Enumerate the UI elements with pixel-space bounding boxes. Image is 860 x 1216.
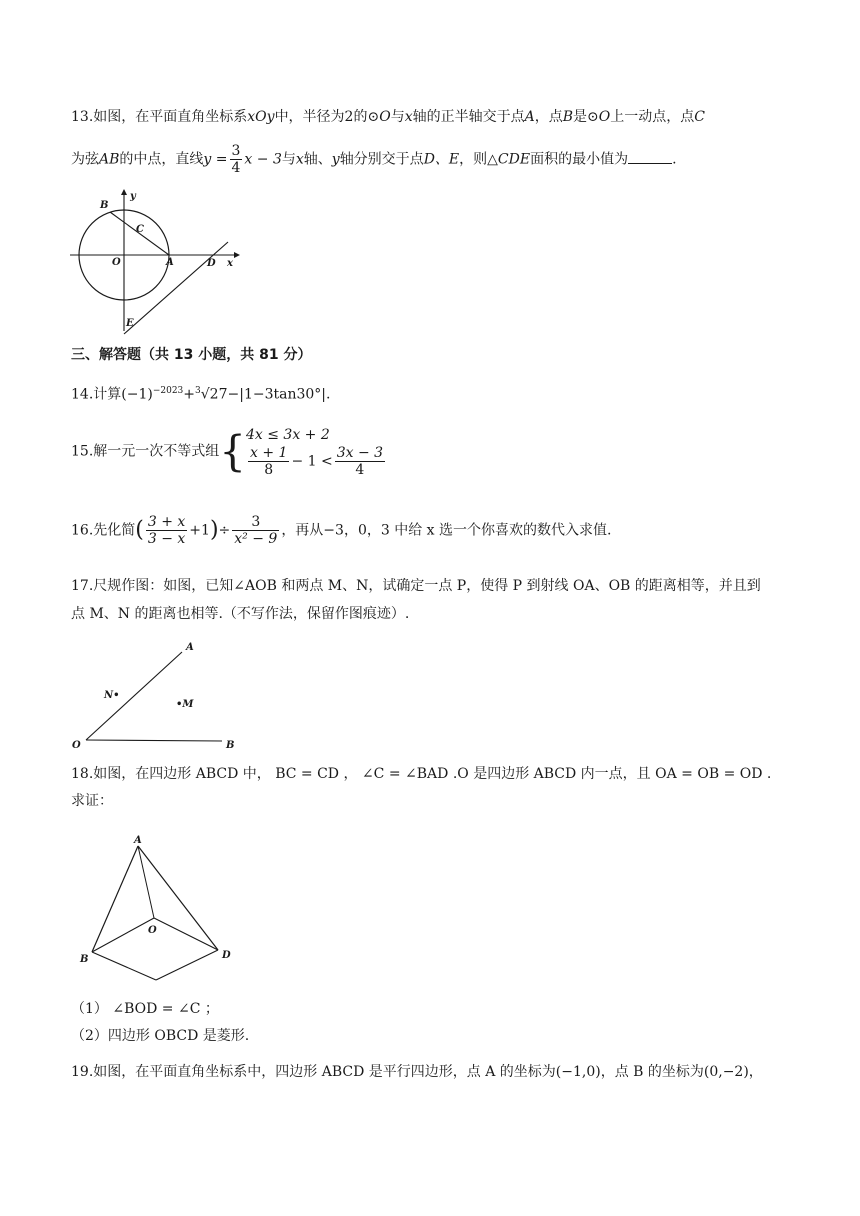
q18-line2: 求证： bbox=[71, 793, 113, 809]
label-x: x bbox=[227, 258, 233, 269]
figure-13-circle-diagram bbox=[70, 188, 250, 338]
ray-oa bbox=[86, 652, 182, 740]
q18-line1: 18.如图，在四边形 ABCD 中， BC = CD ， ∠C = ∠BAD .O 是四边形 ABCD 内一点，且 OA = OB = OD . bbox=[71, 766, 772, 782]
side-bc bbox=[92, 952, 156, 980]
ray-ob bbox=[86, 740, 222, 741]
label-d: D bbox=[222, 950, 231, 961]
label-a: A bbox=[134, 835, 142, 846]
q15: 15.解一元一次不等式组{ 4x ≤ 3x + 2 $\frac{x + 1}{8}$ − 1 < $\frac{3x - 3}{4}$ bbox=[71, 426, 384, 478]
q13-line2: 为弦AB的中点，直线y = $\frac{3}{4}$ x − 3与x轴、y轴分别交于点D、E，则△CDE面积的最小值为 . bbox=[71, 143, 677, 176]
section-heading: 三、解答题（共 13 小题，共 81 分） bbox=[71, 347, 312, 363]
q13-line1: 13.如图，在平面直角坐标系xOy中，半径为2的⊙O与x轴的正半轴交于点A，点B是⊙O上一动点，点C bbox=[71, 109, 705, 125]
label-o: O bbox=[148, 925, 157, 936]
q17-line2: 点 M、N 的距离也相等.（不写作法，保留作图痕迹）. bbox=[71, 606, 410, 622]
x-axis-arrow-icon bbox=[234, 252, 240, 258]
label-y: y bbox=[130, 191, 136, 202]
side-cd bbox=[156, 950, 218, 980]
q16: 16.先化简( $\frac{3 + x}{3 - x}$ +1)÷ $\frac{3}{\text{x² − 9}}$ ，再从−3，0，3 中给 x 选一个你喜欢的数代入求值. bbox=[71, 514, 612, 547]
segment-od bbox=[154, 918, 218, 950]
q17-line1: 17.尺规作图：如图，已知∠AOB 和两点 M、N，试确定一点 P，使得 P 到射线 OA、OB 的距离相等，并且到 bbox=[71, 578, 761, 594]
label-o: O bbox=[72, 740, 81, 751]
label-o: O bbox=[112, 257, 121, 268]
label-b: B bbox=[80, 954, 89, 965]
label-a: A bbox=[166, 257, 174, 268]
q14: 14.计算$(-1)^{-2023}+^3√27-|1-3\tan 30^\circ|$. bbox=[71, 386, 331, 403]
brace-icon: { bbox=[219, 426, 246, 476]
y-axis-arrow-icon bbox=[121, 189, 127, 195]
side-ab bbox=[92, 846, 138, 952]
figure-17-angle bbox=[70, 636, 250, 756]
figure-18-quadrilateral bbox=[76, 830, 246, 990]
label-e: E bbox=[126, 318, 134, 329]
label-b: B bbox=[226, 740, 235, 751]
label-c: C bbox=[136, 224, 144, 235]
label-m: •M bbox=[176, 699, 194, 710]
q13-fraction: $\frac{3}{4}$ bbox=[231, 143, 241, 176]
segment-bo bbox=[92, 918, 154, 952]
label-d: D bbox=[207, 258, 216, 269]
line-de bbox=[124, 242, 228, 334]
label-a: A bbox=[186, 642, 194, 653]
answer-blank bbox=[628, 149, 672, 164]
q19-line1: 19.如图，在平面直角坐标系中，四边形 ABCD 是平行四边形，点 A 的坐标为(−1,0)，点 B 的坐标为(0,−2)， bbox=[71, 1064, 763, 1080]
label-b: B bbox=[100, 200, 109, 211]
q18-part2: （2）四边形 OBCD 是菱形. bbox=[71, 1028, 250, 1044]
label-n: N• bbox=[104, 690, 120, 701]
q18-part1: （1） ∠BOD = ∠C ； bbox=[71, 1001, 219, 1017]
